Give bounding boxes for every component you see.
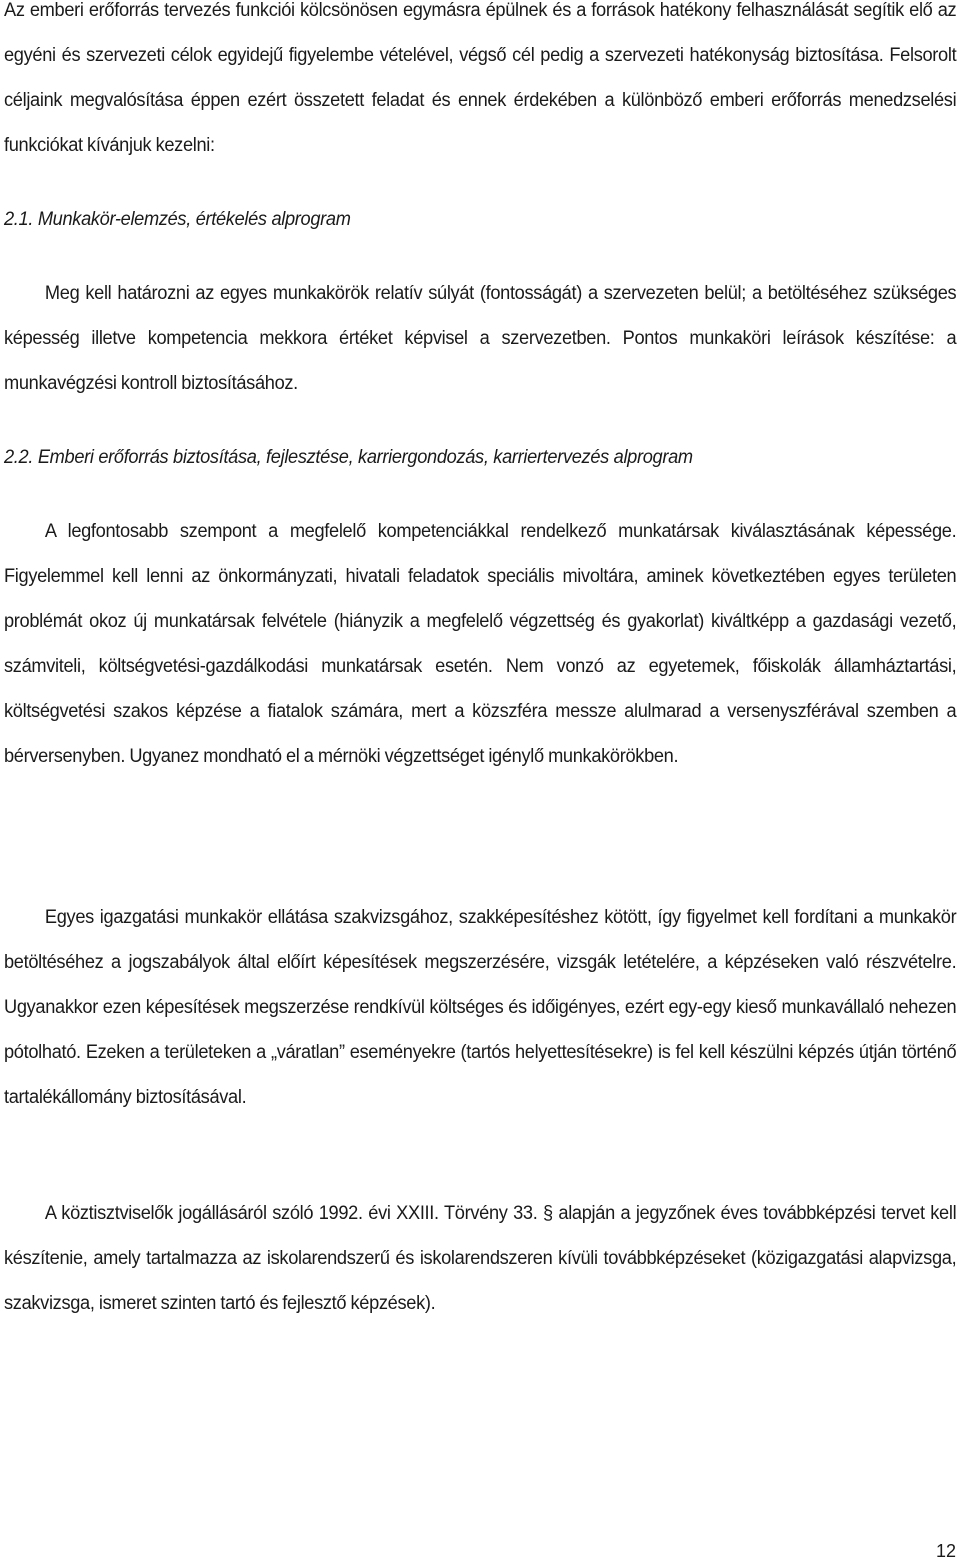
paragraph-job-analysis: Meg kell határozni az egyes munkakörök relatív súlyát (fontosságát) a szervezeten belül; a betöltéséhez szükséges képesség illetve kompetencia mekkora értéket képvisel a szervezetben. Pontos munkaköri leírások készítése: a munkavégzési kontroll biztosításához. [4, 282, 957, 394]
paragraph-hr-provision: A legfontosabb szempont a megfelelő kompetenciákkal rendelkező munkatársak kiválasztásának képessége. Figyelemmel kell lenni az önkormányzati, hivatali feladatok speciális mivoltára, aminek következtében egyes területen problémát okoz új munkatársak felvétele (hiányzik a megfelelő végzettség és gyakorlat) kiváltképp a gazdasági vezető, számviteli, költségvetési-gazdálkodási munkatársak esetén. Nem vonzó az egyetemek, főiskolák államháztartási, költségvetési szakos képzése a fiatalok számára, mert a közszféra messze alulmarad a versenyszférával szemben a bérversenyben. Ugyanez mondható el a mérnöki végzettséget igénylő munkakörökben. [4, 520, 957, 767]
paragraph-intro: Az emberi erőforrás tervezés funkciói kölcsönösen egymásra épülnek és a források hatékony felhasználását segítik elő az egyéni és szervezeti célok egyidejű figyelembe vételével, végső cél pedig a szervezeti hatékonyság biztosítása. Felsorolt céljaink megvalósítása éppen ezért összetett feladat és ennek érdekében a különböző emberi erőforrás menedzselési funkciókat kívánjuk kezelni: [4, 0, 957, 156]
section-heading-2-2: 2.2. Emberi erőforrás biztosítása, fejlesztése, karriergondozás, karriertervezés alprogram [4, 446, 693, 468]
paragraph-qualifications: Egyes igazgatási munkakör ellátása szakvizsgához, szakképesítéshez kötött, így figyelmet kell fordítani a munkakör betöltéséhez a jogszabályok által előírt képesítések megszerzésére, vizsgák letételére, a képzéseken való részvételre. Ugyanakkor ezen képesítések megszerzése rendkívül költséges és időigényes, ezért egy-egy kieső munkavállaló nehezen pótolható. Ezeken a területeken a „váratlan” eseményekre (tartós helyettesítésekre) is fel kell készülni képzés útján történő tartalékállomány biztosításával. [4, 906, 957, 1108]
section-heading-2-1: 2.1. Munkakör-elemzés, értékelés alprogram [4, 208, 351, 230]
paragraph-training-plan: A köztisztviselők jogállásáról szóló 1992. évi XXIII. Törvény 33. § alapján a jegyzőnek éves továbbképzési tervet kell készítenie, amely tartalmazza az iskolarendszerű és iskolarendszeren kívüli továbbképzéseket (közigazgatási alapvizsga, szakvizsga, ismeret szinten tartó és fejlesztő képzések). [4, 1202, 957, 1314]
page-number: 12 [935, 1541, 956, 1561]
